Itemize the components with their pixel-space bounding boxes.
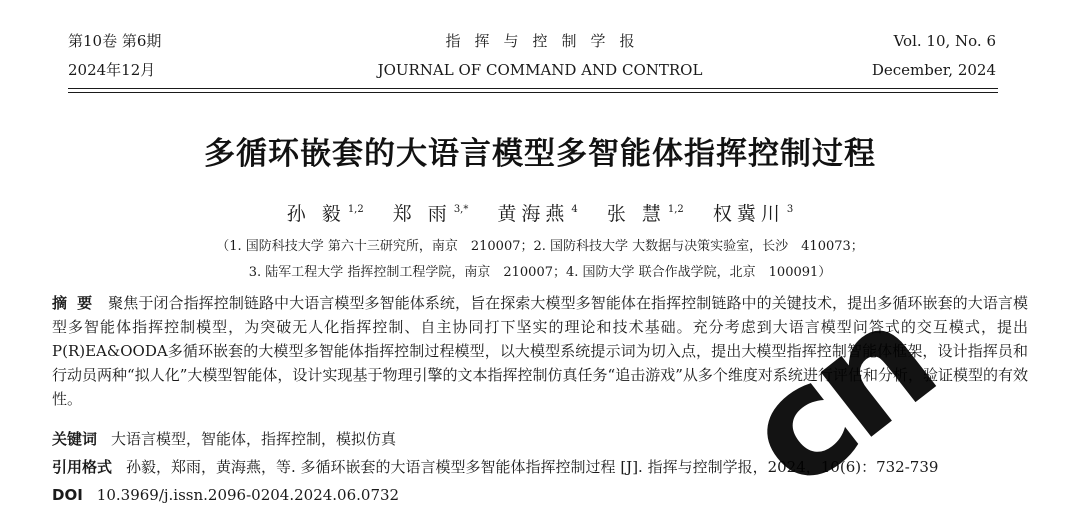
keywords-label: 关键词 [52,430,98,448]
date-cn: 2024年12月 [68,61,156,79]
author: 张 慧 $^{1,2}$ [606,203,684,225]
citation [52,455,1042,479]
paper-title: 多循环嵌套的大语言模型多智能体指挥控制过程 [204,136,876,172]
volume-issue-cn: 第10卷 第6期 [68,32,162,50]
author: 郑 雨 $^{3,*}$ [392,203,469,225]
author: 孙 毅 $^{1,2}$ [286,203,364,225]
abstract-text: 聚焦于闭合指挥控制链路中大语言模型多智能体系统，旨在探索大模型多智能体在指挥控制链路中的关键技术，提出多循环嵌套的大语言模型多智能体指挥控制模型，为突破无人化指挥控制、自主协同打下坚实的理论和技术基础。充分考虑到大语言模型问答式的交互模式，提出P(R)EA&OODA多循环嵌套的大模型多智能体指挥控制过程模型，以大模型系统提示词为切入点，提出大模型指挥控制智能体框架，设计指挥员和行动员两种“拟人化”大模型智能体，设计实现基于物理引擎的文本指挥控制仿真任务“追击游戏”从多个维度对系统进行评估和分析，验证模型的有效性。 [52,294,1028,408]
journal-name-cn: 指挥与控制学报 [445,32,649,50]
author: 权冀川 $^3$ [712,203,794,225]
doi [52,483,1042,507]
header-rule-top [68,88,998,89]
author: 黄海燕 $^4$ [497,203,578,225]
affiliation-line: 3. 陆军工程大学 指挥控制工程学院，南京 210007；4. 国防大学 联合作战学院，北京 100091） [248,265,832,280]
citation-label: 引用格式 [52,458,113,476]
abstract [52,291,1028,411]
author-list [0,199,1080,226]
header-right [872,27,996,85]
doi-link[interactable]: 10.3969/j.issn.2096-0204.2024.06.0732 [96,486,400,504]
keywords-text: 大语言模型，智能体，指挥控制，模拟仿真 [111,430,397,448]
citation-text: 孙毅，郑雨，黄海燕，等. 多循环嵌套的大语言模型多智能体指挥控制过程 [J]. 指挥与控制学报，2024，10(6)：732-739 [126,458,939,476]
journal-name-en: JOURNAL OF COMMAND AND CONTROL [377,61,703,79]
header-rule-bottom [68,92,998,93]
watermark: cn [712,274,962,523]
volume-issue-en: Vol. 10, No. 6 [893,32,996,50]
affiliation-line: （1. 国防科技大学 第六十三研究所，南京 210007；2. 国防科技大学 大数据与决策实验室，长沙 410073； [216,239,864,254]
doi-label: DOI [52,486,83,504]
date-en: December, 2024 [871,61,996,79]
abstract-label: 摘要 [52,294,103,312]
keywords [52,427,1042,451]
